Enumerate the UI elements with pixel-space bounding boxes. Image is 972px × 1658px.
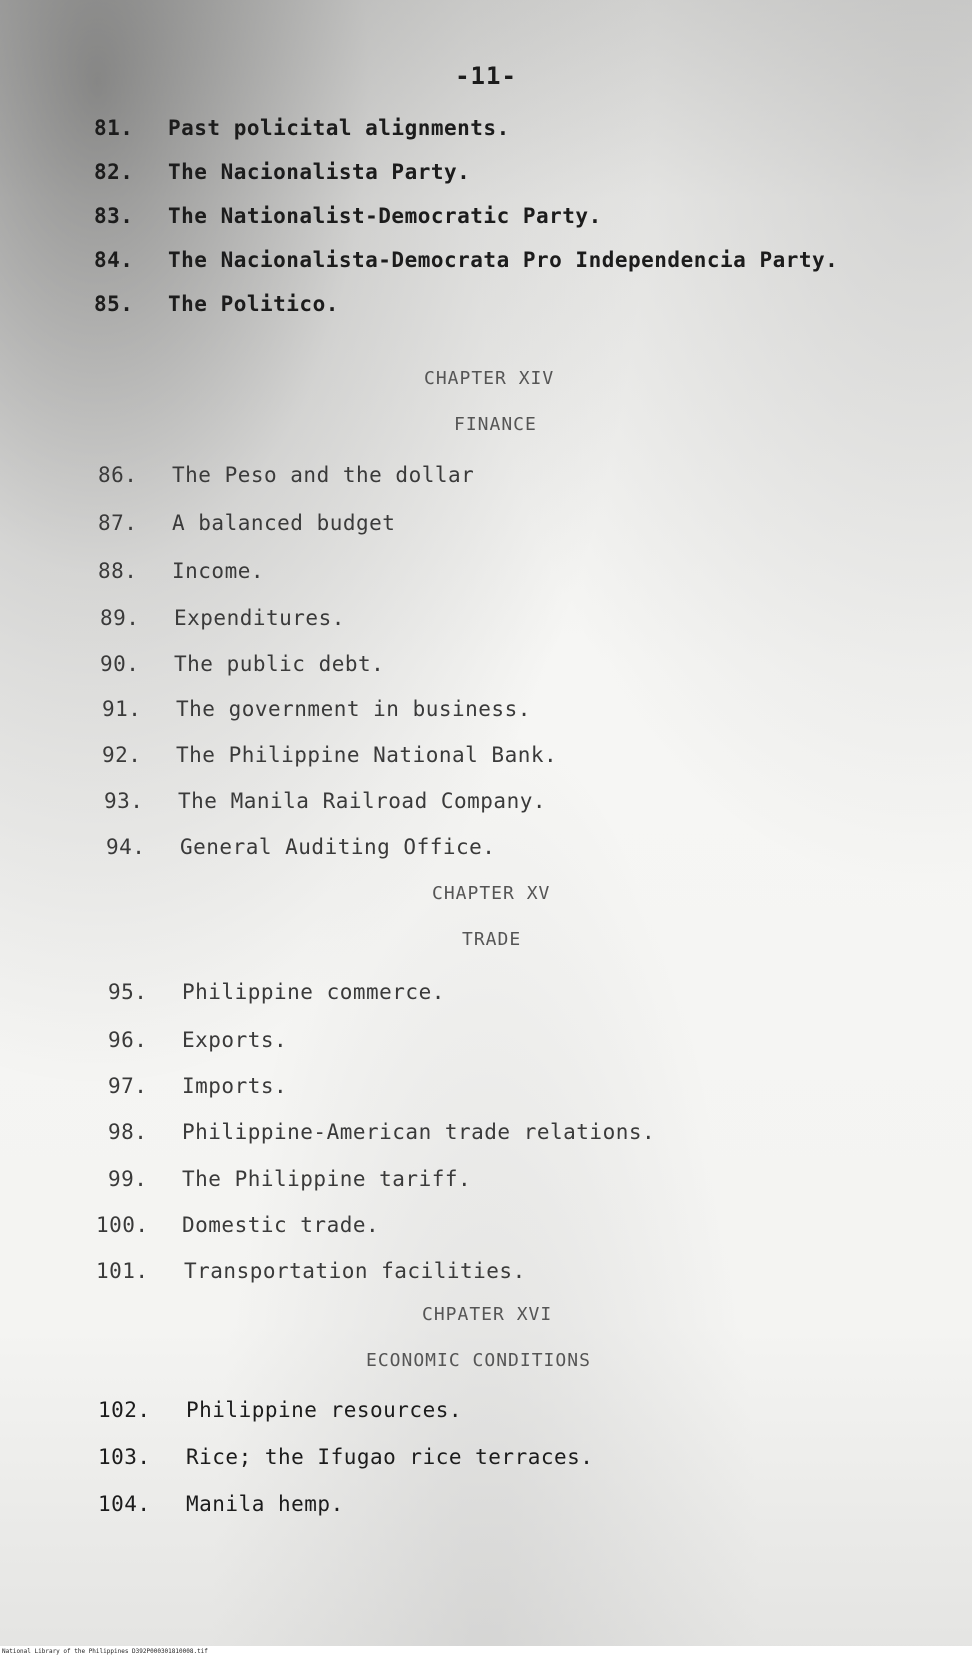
list-item [102, 697, 531, 721]
item-text: Past policital alignments. [168, 116, 510, 140]
item-text: Manila hemp. [186, 1492, 344, 1516]
item-text: The public debt. [174, 652, 385, 676]
item-number: 97. [108, 1074, 148, 1098]
item-text: The Peso and the dollar [172, 463, 475, 487]
chapter-subtitle: TRADE [462, 929, 522, 950]
item-number: 96. [108, 1028, 148, 1052]
item-number: 90. [100, 652, 140, 676]
archive-footer: National Library of the Philippines D392P000301810008.tif [0, 1646, 972, 1658]
list-item [98, 463, 474, 487]
item-number: 98. [108, 1120, 148, 1144]
list-item [108, 1120, 655, 1144]
list-item [98, 1492, 344, 1516]
item-text: Philippine-American trade relations. [182, 1120, 656, 1144]
item-number: 89. [100, 606, 140, 630]
item-number: 83. [94, 204, 134, 228]
item-text: Imports. [182, 1074, 288, 1098]
item-text: General Auditing Office. [180, 835, 496, 859]
list-item [108, 1167, 471, 1191]
item-text: Expenditures. [174, 606, 345, 630]
list-item [98, 511, 395, 535]
item-number: 93. [104, 789, 144, 813]
item-text: The Nationalist-Democratic Party. [168, 204, 602, 228]
item-text: Exports. [182, 1028, 288, 1052]
item-number: 87. [98, 511, 138, 535]
item-text: Domestic trade. [182, 1213, 380, 1237]
item-number: 104. [98, 1492, 151, 1516]
list-item [94, 248, 838, 272]
item-number: 92. [102, 743, 142, 767]
item-number: 103. [98, 1445, 151, 1469]
item-number: 85. [94, 292, 134, 316]
item-number: 99. [108, 1167, 148, 1191]
chapter-subtitle: FINANCE [454, 414, 537, 435]
list-item [106, 835, 495, 859]
item-number: 102. [98, 1398, 151, 1422]
item-text: The Nacionalista Party. [168, 160, 471, 184]
item-text: A balanced budget [172, 511, 396, 535]
item-text: Rice; the Ifugao rice terraces. [186, 1445, 594, 1469]
list-item [94, 116, 510, 140]
list-item [96, 1259, 526, 1283]
item-text: Philippine resources. [186, 1398, 463, 1422]
list-item [98, 1445, 593, 1469]
item-number: 101. [96, 1259, 149, 1283]
item-text: The Politico. [168, 292, 339, 316]
item-number: 95. [108, 980, 148, 1004]
item-number: 86. [98, 463, 138, 487]
item-number: 84. [94, 248, 134, 272]
chapter-subtitle: ECONOMIC CONDITIONS [366, 1350, 591, 1371]
list-item [98, 1398, 462, 1422]
list-item [104, 789, 546, 813]
list-item [108, 980, 445, 1004]
item-number: 88. [98, 559, 138, 583]
chapter-heading: CHAPTER XV [432, 883, 551, 904]
item-text: The Manila Railroad Company. [178, 789, 547, 813]
item-text: The Philippine National Bank. [176, 743, 558, 767]
item-number: 81. [94, 116, 134, 140]
list-item [96, 1213, 379, 1237]
list-item [108, 1028, 287, 1052]
list-item [102, 743, 557, 767]
item-text: The Nacionalista-Democrata Pro Independencia Party. [168, 248, 839, 272]
list-item [100, 606, 345, 630]
item-text: The government in business. [176, 697, 531, 721]
item-text: Income. [172, 559, 265, 583]
list-item [98, 559, 264, 583]
list-item [94, 204, 602, 228]
item-number: 82. [94, 160, 134, 184]
list-item [94, 160, 470, 184]
item-text: The Philippine tariff. [182, 1167, 472, 1191]
list-item [94, 292, 339, 316]
item-number: 100. [96, 1213, 149, 1237]
item-text: Philippine commerce. [182, 980, 445, 1004]
list-item [108, 1074, 287, 1098]
item-number: 94. [106, 835, 146, 859]
item-text: Transportation facilities. [184, 1259, 526, 1283]
chapter-heading: CHAPTER XIV [424, 368, 555, 389]
list-item [100, 652, 384, 676]
chapter-heading: CHPATER XVI [422, 1304, 553, 1325]
item-number: 91. [102, 697, 142, 721]
page-number: -11- [455, 62, 517, 90]
